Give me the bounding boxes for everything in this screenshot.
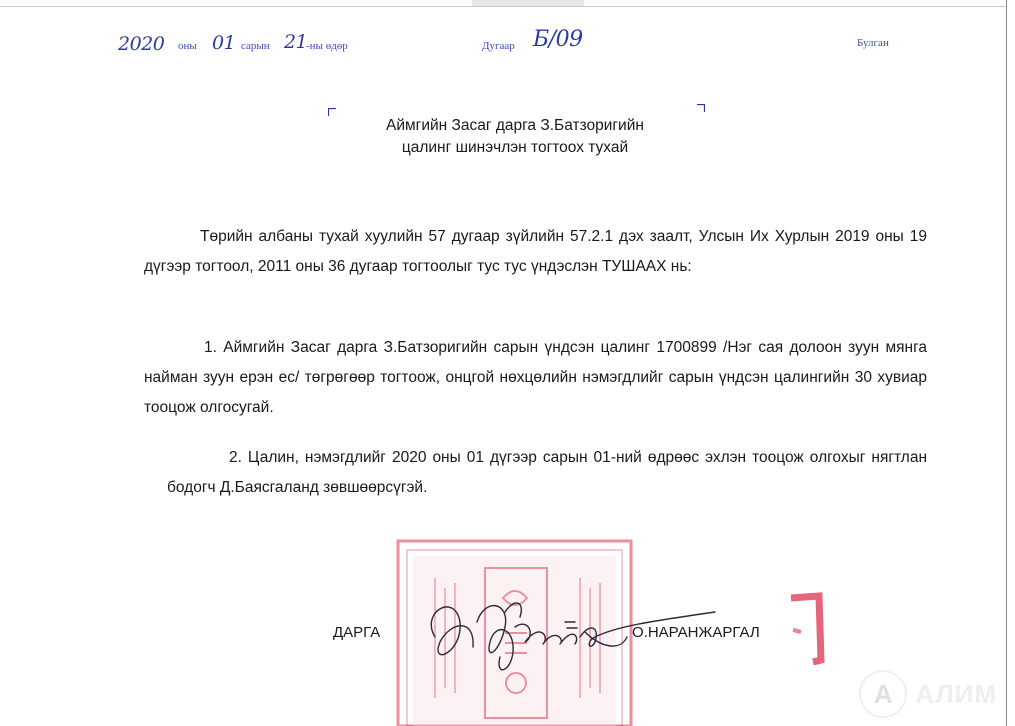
watermark-logo-icon: A: [859, 670, 907, 718]
title-line-2: цалинг шинэчлэн тогтоох тухай: [401, 139, 629, 156]
header-place: Булган: [857, 37, 889, 49]
header-number-label: Дугаар: [482, 40, 515, 52]
signatory-position: ДАРГА: [333, 624, 381, 641]
title-bracket-right-icon: [697, 104, 705, 112]
page-right-border: [1006, 0, 1007, 726]
body-item-1: 1. Аймгийн Засаг дарга З.Батзоригийн сарын үндсэн цалинг 1700899 /Нэг сая долоон зуун мянга найман зуун ерэн ес/ төгрөгөөр тогтоож, онцгой нөхцөлийн нэмэгдлийг сарын үндсэн цалингийн 30 хувиар тооцож олгосугай.: [144, 339, 927, 416]
watermark-text: АЛИМ: [915, 678, 997, 709]
header-month-suffix: сарын: [241, 40, 270, 52]
watermark-logo: [859, 670, 997, 718]
page-top-border: [0, 6, 1007, 7]
header-year-suffix: оны: [178, 40, 197, 52]
body-preamble: Төрийн албаны тухай хуулийн 57 дугаар зүйлийн 57.2.1 дэх заалт, Улсын Их Хурлын 2019 оны 19 дүгээр тогтоол, 2011 оны 36 дугаар тогтоолыг тус тус үндэслэн ТУШААХ нь:: [144, 228, 927, 275]
seal-mark-right: [783, 590, 828, 665]
document-title: [300, 115, 730, 159]
header-month-handwritten: 01: [212, 32, 236, 54]
header-day-suffix: -ны өдөр: [306, 40, 348, 52]
header-day-handwritten: 21: [284, 31, 308, 53]
title-line-1: Аймгийн Засаг дарга З.Батзоригийн: [386, 117, 644, 134]
body-item-2: 2. Цалин, нэмэгдлийг 2020 оны 01 дүгээр сарын 01-ний өдрөөс эхлэн тооцож олгохыг нягтлан бодогч Д.Баясгаланд зөвшөөрсүгэй.: [167, 449, 927, 496]
signatory-name: О.НАРАНЖАРГАЛ: [632, 624, 760, 641]
header-year-handwritten: 2020: [118, 33, 165, 55]
header-number-handwritten: Б/09: [533, 27, 583, 52]
